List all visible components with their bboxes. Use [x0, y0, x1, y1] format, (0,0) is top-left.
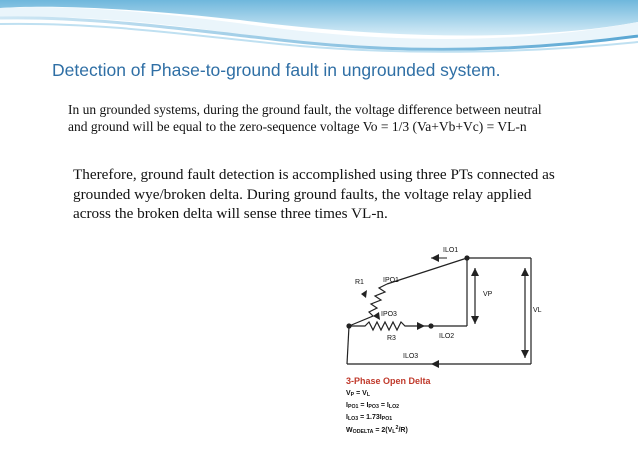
legend-title: 3-Phase Open Delta: [346, 376, 431, 386]
arrow-head-vl-top: [521, 268, 529, 276]
label-vp: VP: [483, 291, 493, 298]
arrow-head-vp-top: [471, 268, 479, 276]
body-paragraph-1: In un grounded systems, during the ground fault, the voltage difference between neutral and ground will be equal to the zero-sequence voltage Vo = 1/3 (Va+Vb+Vc) = VL-n: [68, 102, 542, 134]
label-r1: R1: [355, 279, 364, 286]
equation-ilo3: $I_{LO3} = 1.73I_{PO1}$: [346, 413, 393, 422]
diagram-legend: [346, 376, 546, 438]
body-paragraph-2: Therefore, ground fault detection is accomplished using three PTs connected as grounded wye/broken delta. During ground faults, the voltage relay applied across the broken delta will sense three times VL-n.: [73, 166, 555, 222]
label-vl: VL: [533, 307, 542, 314]
node-mid: [428, 323, 433, 328]
label-ilo1: ILO1: [443, 247, 459, 254]
arrow-head-vp-bottom: [471, 316, 479, 324]
wire-left: [347, 326, 349, 364]
equation-ipo: $I_{PO1} = I_{PO3} = I_{LO2}$: [346, 401, 400, 410]
label-ipo1: IPO1: [383, 277, 399, 284]
slide-header-wave: [0, 0, 638, 60]
node-top: [464, 255, 469, 260]
label-ilo3: ILO3: [403, 353, 419, 360]
wire-diagonal: [387, 258, 467, 284]
equation-wodelta: $W_{ODELTA} = 2(V_L^2/R)$: [346, 425, 408, 436]
arrow-head-vl-bottom: [521, 350, 529, 358]
label-ilo2: ILO2: [439, 333, 455, 340]
arrow-head-ipo1: [361, 290, 367, 298]
resistor-r1: [349, 284, 387, 326]
arrow-head-ipo3: [373, 312, 380, 320]
node-left: [346, 323, 351, 328]
equation-vp: $V_P = V_L$: [346, 390, 371, 398]
label-ipo3: IPO3: [381, 311, 397, 318]
slide-title: Detection of Phase-to-ground fault in ungrounded system.: [52, 60, 501, 80]
label-r3: R3: [387, 335, 396, 342]
